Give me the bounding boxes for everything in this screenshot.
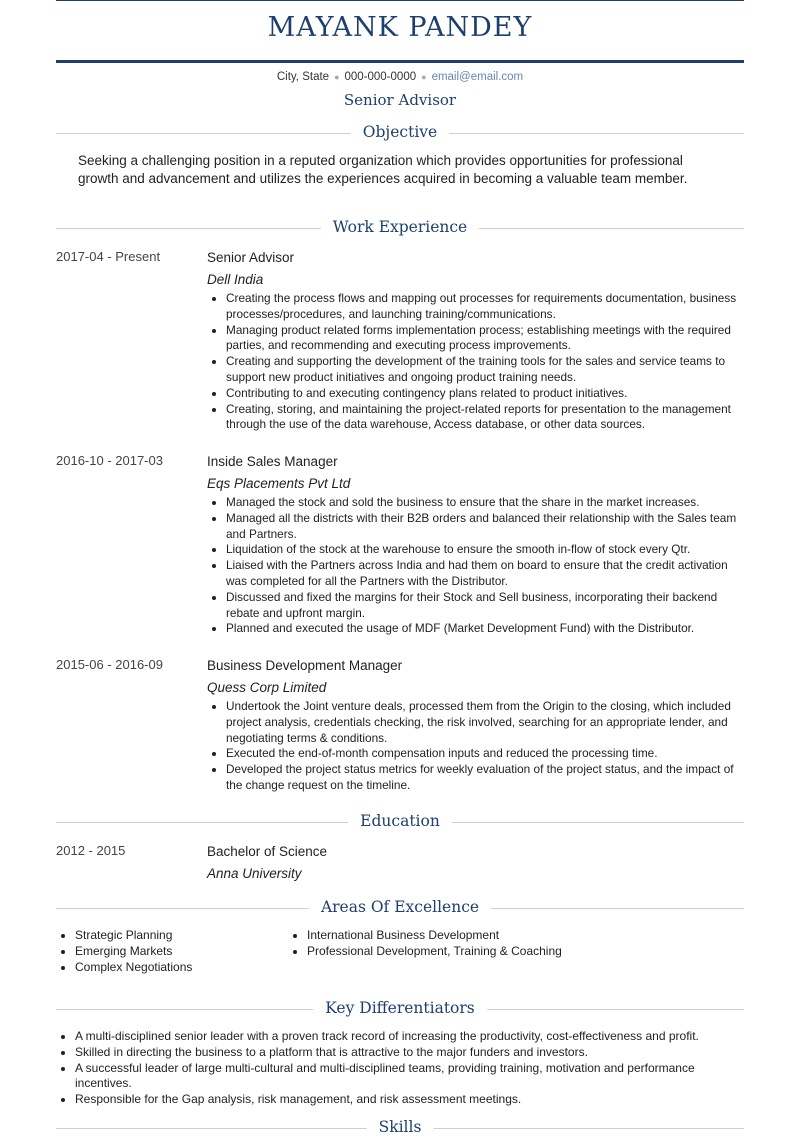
education-dates: 2012 - 2015 bbox=[56, 843, 126, 858]
work-company: Dell India bbox=[207, 272, 264, 287]
email-link[interactable]: email@email.com bbox=[431, 71, 524, 83]
section-title: Skills bbox=[367, 1118, 434, 1136]
top-rule bbox=[56, 0, 744, 1]
objective-text: Seeking a challenging position in a reputed organization which provides opportunities for professional growth and advancement and utilizes the experiences acquired in becoming a valuable team member. bbox=[78, 153, 688, 186]
list-item: • Creating, storing, and maintaining the project-related reports for presentation to the management through the use of the data warehouse, Access database, or other data sources. bbox=[226, 402, 744, 434]
education-school: Anna University bbox=[207, 866, 302, 881]
list-item: • Emerging Markets bbox=[75, 944, 286, 960]
separator-dot-icon: ● bbox=[334, 72, 340, 82]
section-title: Objective bbox=[351, 123, 449, 141]
list-item: • Complex Negotiations bbox=[75, 960, 286, 976]
work-bullets bbox=[207, 699, 744, 794]
list-item: • Executed the end-of-month compensation inputs and reduced the processing time. bbox=[226, 746, 744, 762]
location: City, State bbox=[276, 71, 330, 83]
list-item: • Creating and supporting the development of the training tools for the sales and service teams to support new product initiatives and ongoing product training needs. bbox=[226, 354, 744, 386]
list-item: • Managed all the districts with their B2B orders and balanced their relationship with the Sales team and Partners. bbox=[226, 511, 744, 543]
section-education bbox=[56, 812, 744, 832]
list-item: • Managing product related forms implementation process; establishing meetings with the required parties, and recommending and executing process improvements. bbox=[226, 323, 744, 355]
section-title: Education bbox=[348, 812, 452, 830]
separator-dot-icon: ● bbox=[421, 72, 427, 82]
name-rule bbox=[56, 60, 744, 63]
list-item: • Creating the process flows and mapping out processes for requirements documentation, business processes/procedures, and launching training/communications. bbox=[226, 291, 744, 323]
list-item: • A successful leader of large multi-cultural and multi-disciplined teams, providing training, motivation and performance incentives. bbox=[75, 1061, 744, 1093]
work-dates: 2017-04 - Present bbox=[56, 249, 161, 264]
section-skills bbox=[56, 1118, 744, 1138]
section-areas-of-excellence bbox=[56, 898, 744, 918]
section-objective bbox=[56, 123, 744, 143]
section-title: Key Differentiators bbox=[313, 999, 487, 1017]
work-title: Business Development Manager bbox=[207, 658, 403, 673]
excellence-column-right bbox=[288, 928, 728, 960]
work-company: Eqs Placements Pvt Ltd bbox=[207, 476, 351, 491]
excellence-column-left bbox=[56, 928, 286, 975]
work-bullets bbox=[207, 291, 744, 433]
list-item: • Skilled in directing the business to a platform that is attractive to the major funders and investors. bbox=[75, 1045, 744, 1061]
list-item: • Undertook the Joint venture deals, processed them from the Origin to the closing, which included project analysis, credentials checking, the risk involved, searching for an appropriate lender, and negotiating terms & conditions. bbox=[226, 699, 744, 746]
list-item: • Liquidation of the stock at the warehouse to ensure the smooth in-flow of stock every Qtr. bbox=[226, 542, 744, 558]
list-item: • Liaised with the Partners across India and had them on board to ensure that the credit activation was completed for all the Partners with the Distributor. bbox=[226, 558, 744, 590]
section-title: Areas Of Excellence bbox=[309, 898, 491, 916]
work-dates: 2016-10 - 2017-03 bbox=[56, 453, 163, 468]
list-item: • International Business Development bbox=[307, 928, 728, 944]
list-item: • A multi-disciplined senior leader with a proven track record of increasing the productivity, cost-effectiveness and profit. bbox=[75, 1029, 744, 1045]
list-item: • Professional Development, Training & Coaching bbox=[307, 944, 728, 960]
candidate-name: MAYANK PANDEY bbox=[267, 12, 533, 43]
differentiators-list bbox=[56, 1029, 744, 1108]
education-degree: Bachelor of Science bbox=[207, 844, 328, 859]
list-item: • Managed the stock and sold the business to ensure that the share in the market increases. bbox=[226, 495, 744, 511]
work-company: Quess Corp Limited bbox=[207, 680, 327, 695]
work-bullets bbox=[207, 495, 744, 637]
list-item: • Strategic Planning bbox=[75, 928, 286, 944]
section-title: Work Experience bbox=[321, 218, 479, 236]
work-title: Inside Sales Manager bbox=[207, 454, 338, 469]
work-dates: 2015-06 - 2016-09 bbox=[56, 657, 163, 672]
list-item: • Developed the project status metrics for weekly evaluation of the project status, and the impact of the change request on the timeline. bbox=[226, 762, 744, 794]
list-item: • Planned and executed the usage of MDF (Market Development Fund) with the Distributor. bbox=[226, 621, 744, 637]
list-item: • Contributing to and executing contingency plans related to product initiatives. bbox=[226, 386, 744, 402]
section-work-experience bbox=[56, 218, 744, 238]
list-item: • Responsible for the Gap analysis, risk management, and risk assessment meetings. bbox=[75, 1092, 744, 1108]
phone: 000-000-0000 bbox=[344, 71, 417, 83]
contact-line bbox=[0, 71, 800, 83]
work-title: Senior Advisor bbox=[207, 250, 295, 265]
job-title: Senior Advisor bbox=[343, 91, 457, 109]
section-key-differentiators bbox=[56, 999, 744, 1019]
list-item: • Discussed and fixed the margins for their Stock and Sell business, incorporating their backend rebate and upfront margin. bbox=[226, 590, 744, 622]
